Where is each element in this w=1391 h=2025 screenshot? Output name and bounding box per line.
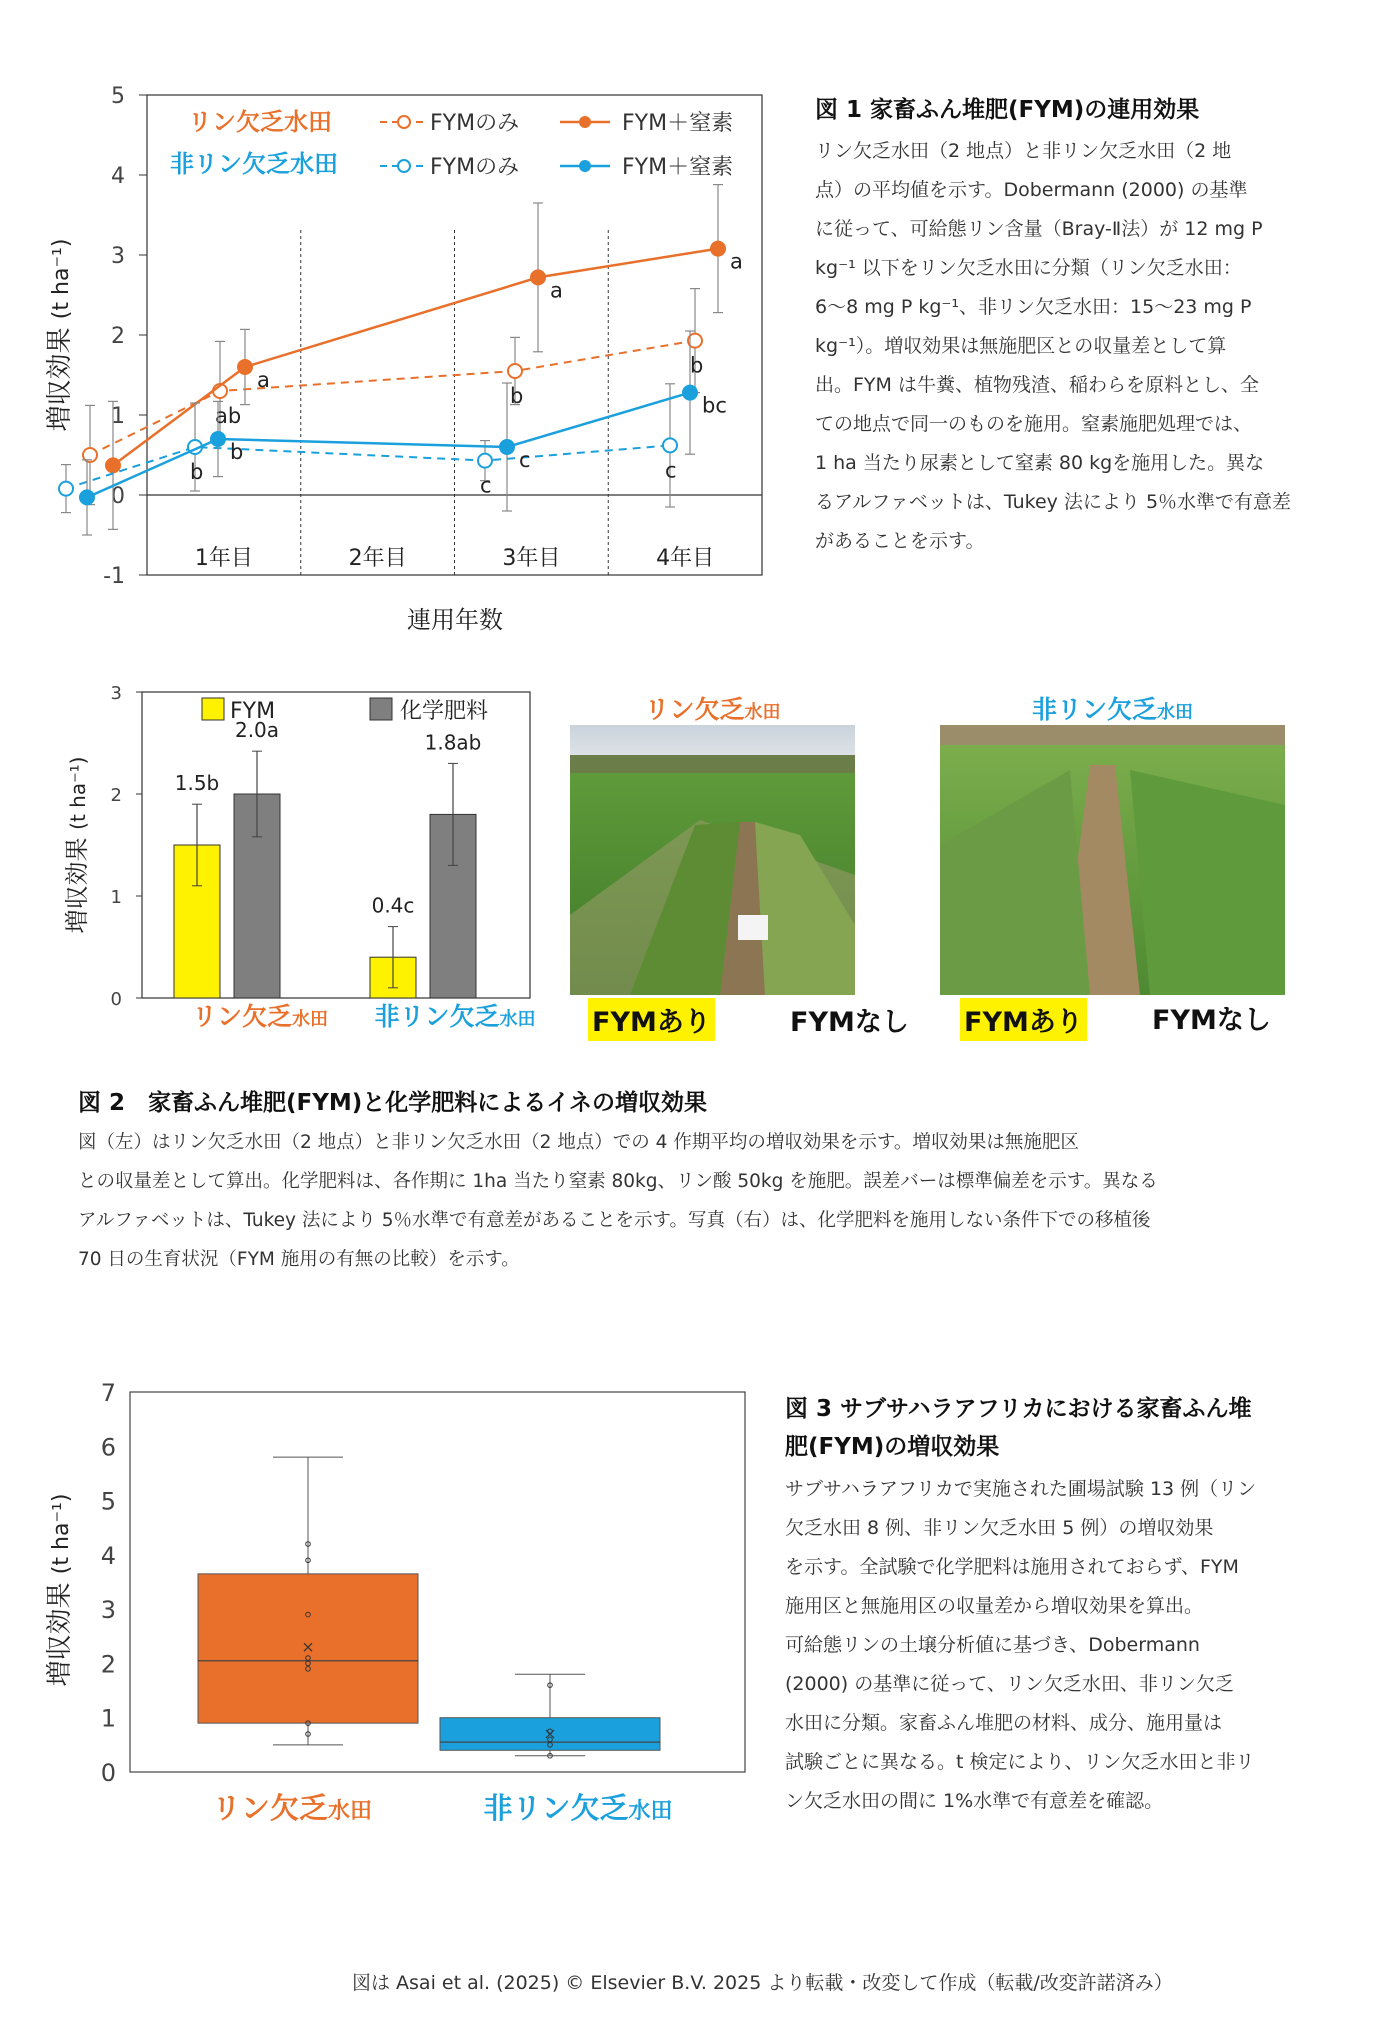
fig1-caption-line: 出。FYM は牛糞、植物残渣、稲わらを原料とし、全 bbox=[815, 374, 1259, 396]
fym-yes-label-2: FYMあり bbox=[960, 998, 1087, 1041]
fig1-series-line bbox=[87, 393, 690, 498]
fig1-sig-label: bc bbox=[702, 393, 727, 418]
fig2-ylabel: 増収効果 (t ha⁻¹) bbox=[63, 756, 91, 934]
fig1-xcat-label: 3年目 bbox=[502, 546, 561, 571]
fig3-caption-title bbox=[785, 1390, 1310, 1466]
fig1-ylabel: 増収効果 (t ha⁻¹) bbox=[45, 238, 75, 432]
fig1-data-point bbox=[683, 386, 697, 400]
fig3-caption-line: 試験ごとに異なる。t 検定により、リン欠乏水田と非リ bbox=[785, 1751, 1255, 1773]
fig3-caption-line: 水田に分類。家畜ふん堆肥の材料、成分、施用量は bbox=[785, 1712, 1223, 1734]
fig3-ytick-label: 0 bbox=[100, 1759, 116, 1787]
fig1-ytick-label: 4 bbox=[111, 164, 125, 189]
fig3-caption-line: (2000) の基準に従って、リン欠乏水田、非リン欠乏 bbox=[785, 1673, 1234, 1695]
fig2-bar-label: 0.4c bbox=[371, 893, 415, 918]
fig2-bar-label: 1.5b bbox=[174, 771, 220, 796]
fig1-ytick-label: 2 bbox=[111, 324, 125, 349]
fig1-legend-fym-only-2: FYMのみ bbox=[430, 155, 520, 180]
photo1-title: リン欠乏水田 bbox=[644, 695, 781, 724]
fig1-legend-group1: リン欠乏水田 bbox=[188, 108, 332, 136]
fig2-caption bbox=[78, 1085, 1343, 1279]
photo-phosphorus-deficient bbox=[570, 725, 855, 995]
fig1-data-point bbox=[663, 438, 677, 452]
fig1-series-line bbox=[90, 341, 695, 455]
fig1-legend-group2: 非リン欠乏水田 bbox=[170, 150, 338, 178]
fig1-chart bbox=[30, 70, 790, 650]
fig2-caption-line: 70 日の生育状況（FYM 施用の有無の比較）を示す。 bbox=[78, 1249, 520, 1270]
fig1-ytick-label: 0 bbox=[111, 484, 125, 509]
fig2-ytick-label: 0 bbox=[110, 989, 122, 1010]
fig3-ytick-label: 1 bbox=[100, 1704, 116, 1733]
fig1-caption-line: 1 ha 当たり尿素として窒素 80 kgを施用した。異な bbox=[815, 452, 1265, 474]
fig2-legend-fym: FYM bbox=[230, 699, 276, 724]
fig3-caption-body bbox=[785, 1470, 1310, 1821]
fig2-caption-line: との収量差として算出。化学肥料は、各作期に 1ha 当たり窒素 80kg、リン酸 50kg を施肥。誤差バーは標準偏差を示す。異なる bbox=[78, 1171, 1158, 1192]
fig1-caption-body bbox=[815, 132, 1340, 561]
photo-non-deficient bbox=[940, 725, 1285, 995]
fig1-data-point bbox=[80, 490, 94, 504]
fig3-ylabel: 増収効果 (t ha⁻¹) bbox=[45, 1493, 75, 1687]
fig1-ytick-label: 5 bbox=[111, 84, 125, 109]
fig1-data-point bbox=[238, 360, 252, 374]
fig1-series-line bbox=[113, 249, 718, 466]
fig1-ytick-label: 1 bbox=[111, 404, 125, 429]
fig1-data-point bbox=[59, 482, 73, 496]
fig3-caption bbox=[785, 1390, 1310, 1821]
fig2-legend-chem: 化学肥料 bbox=[400, 699, 489, 724]
fig1-caption-line: kg⁻¹）。増収効果は無施肥区との収量差として算 bbox=[815, 335, 1227, 357]
fig3-cat2-label: 非リン欠乏水田 bbox=[483, 1791, 673, 1825]
fig2-cat2-label: 非リン欠乏水田 bbox=[374, 1002, 536, 1031]
fig2-ytick-label: 2 bbox=[110, 785, 122, 806]
fig1-data-point bbox=[211, 432, 225, 446]
fig1-legend-fym-only-1: FYMのみ bbox=[430, 111, 520, 136]
fig1-legend-fym-n-2: FYM＋窒素 bbox=[622, 155, 734, 180]
fig1-ytick-label: -1 bbox=[103, 564, 125, 589]
fig2-bar-label: 1.8ab bbox=[424, 730, 482, 755]
fig3-box bbox=[198, 1574, 418, 1723]
fig2-caption-title: 図 2 家畜ふん堆肥(FYM)と化学肥料によるイネの増収効果 bbox=[78, 1090, 708, 1116]
photo2-title: 非リン欠乏水田 bbox=[1031, 695, 1193, 724]
fig1-data-point bbox=[531, 270, 545, 284]
fig2-chart bbox=[30, 680, 570, 1060]
fig1-caption bbox=[815, 92, 1340, 561]
fig1-data-point bbox=[478, 454, 492, 468]
fig3-ytick-label: 6 bbox=[100, 1433, 116, 1462]
fig3-caption-line: 可給態リンの土壌分析値に基づき、Dobermann bbox=[785, 1634, 1200, 1656]
fig3-ytick-label: 2 bbox=[100, 1650, 116, 1679]
fig1-xlabel: 連用年数 bbox=[407, 606, 503, 634]
fig1-caption-line: ての地点で同一のものを施用。窒素施肥処理では、 bbox=[815, 413, 1253, 435]
fig1-sig-label: a bbox=[730, 249, 743, 274]
fig1-caption-line: 6〜8 mg P kg⁻¹、非リン欠乏水田：15〜23 mg P bbox=[815, 296, 1252, 318]
fig1-sig-label: ab bbox=[215, 404, 242, 428]
fig1-data-point bbox=[711, 242, 725, 256]
fig1-sig-label: c bbox=[519, 448, 531, 472]
fig1-sig-label: b bbox=[510, 384, 524, 408]
fig1-caption-line: kg⁻¹ 以下をリン欠乏水田に分類（リン欠乏水田： bbox=[815, 257, 1242, 279]
fig1-xcat-label: 2年目 bbox=[348, 546, 407, 571]
fig1-caption-title: 図 1 家畜ふん堆肥(FYM)の連用効果 bbox=[815, 97, 1200, 123]
fig1-xcat-label: 4年目 bbox=[656, 546, 715, 571]
fig3-caption-line: 欠乏水田 8 例、非リン欠乏水田 5 例）の増収効果 bbox=[785, 1517, 1214, 1539]
fig3-caption-line: 施用区と無施用区の収量差から増収効果を算出。 bbox=[785, 1595, 1204, 1617]
fig2-bar-label: 2.0a bbox=[234, 718, 280, 743]
fig1-ytick-label: 3 bbox=[111, 244, 125, 269]
fig1-data-point bbox=[106, 458, 120, 472]
fym-no-label-1: FYMなし bbox=[790, 1007, 909, 1038]
fig3-ytick-label: 3 bbox=[100, 1596, 116, 1625]
fym-no-label-2: FYMなし bbox=[1152, 1005, 1271, 1036]
fig1-caption-line: リン欠乏水田（2 地点）と非リン欠乏水田（2 地 bbox=[815, 140, 1232, 162]
fig3-caption-line: サブサハラアフリカで実施された圃場試験 13 例（リン bbox=[785, 1478, 1257, 1500]
footer-credit: 図は Asai et al. (2025) © Elsevier B.V. 2025 より転載・改変して作成（転載/改変許諾済み） bbox=[352, 1972, 1173, 1994]
fig2-caption-line: 図（左）はリン欠乏水田（2 地点）と非リン欠乏水田（2 地点）での 4 作期平均の増収効果を示す。増収効果は無施肥区 bbox=[78, 1132, 1079, 1153]
fig1-data-point bbox=[508, 364, 522, 378]
fig3-title-line: 肥(FYM)の増収効果 bbox=[785, 1434, 1000, 1460]
fym-yes-label-1: FYMあり bbox=[588, 998, 715, 1041]
fig1-caption-line: に従って、可給態リン含量（Bray-Ⅱ法）が 12 mg P bbox=[815, 218, 1263, 240]
fig3-title-line: 図 3 サブサハラアフリカにおける家畜ふん堆 bbox=[785, 1396, 1252, 1422]
fig1-sig-label: a bbox=[257, 368, 270, 392]
fig3-caption-line: を示す。全試験で化学肥料は施用されておらず、FYM bbox=[785, 1556, 1239, 1578]
fig2-ytick-label: 3 bbox=[110, 683, 122, 704]
fig1-sig-label: b bbox=[690, 353, 704, 378]
fig1-sig-label: b bbox=[190, 460, 204, 484]
fig3-ytick-label: 4 bbox=[100, 1541, 116, 1570]
fig1-caption-line: があることを示す。 bbox=[815, 530, 985, 552]
fig3-caption-line: ン欠乏水田の間に 1%水準で有意差を確認。 bbox=[785, 1790, 1164, 1812]
fig3-cat1-label: リン欠乏水田 bbox=[211, 1791, 373, 1825]
fig2-cat1-label: リン欠乏水田 bbox=[191, 1002, 329, 1031]
fig2-caption-line: アルファベットは、Tukey 法により 5％水準で有意差があることを示す。写真（右）は、化学肥料を施用しない条件下での移植後 bbox=[78, 1210, 1151, 1231]
fig1-sig-label: b bbox=[230, 440, 244, 464]
fig1-sig-label: c bbox=[480, 473, 492, 498]
fig3-chart bbox=[30, 1370, 760, 1830]
fig3-ytick-label: 5 bbox=[100, 1487, 116, 1516]
fig1-caption-line: るアルファベットは、Tukey 法により 5％水準で有意差 bbox=[815, 491, 1292, 513]
fig3-ytick-label: 7 bbox=[100, 1379, 116, 1407]
fig1-sig-label: c bbox=[665, 458, 677, 483]
fig1-legend-fym-n-1: FYM＋窒素 bbox=[622, 111, 734, 136]
fig1-caption-line: 点）の平均値を示す。Dobermann (2000) の基準 bbox=[815, 179, 1248, 201]
fig2-ytick-label: 1 bbox=[110, 887, 122, 908]
fig1-data-point bbox=[500, 440, 514, 454]
fig1-xcat-label: 1年目 bbox=[194, 546, 253, 571]
fig1-sig-label: a bbox=[550, 278, 563, 303]
fig2-caption-body bbox=[78, 1123, 1343, 1279]
